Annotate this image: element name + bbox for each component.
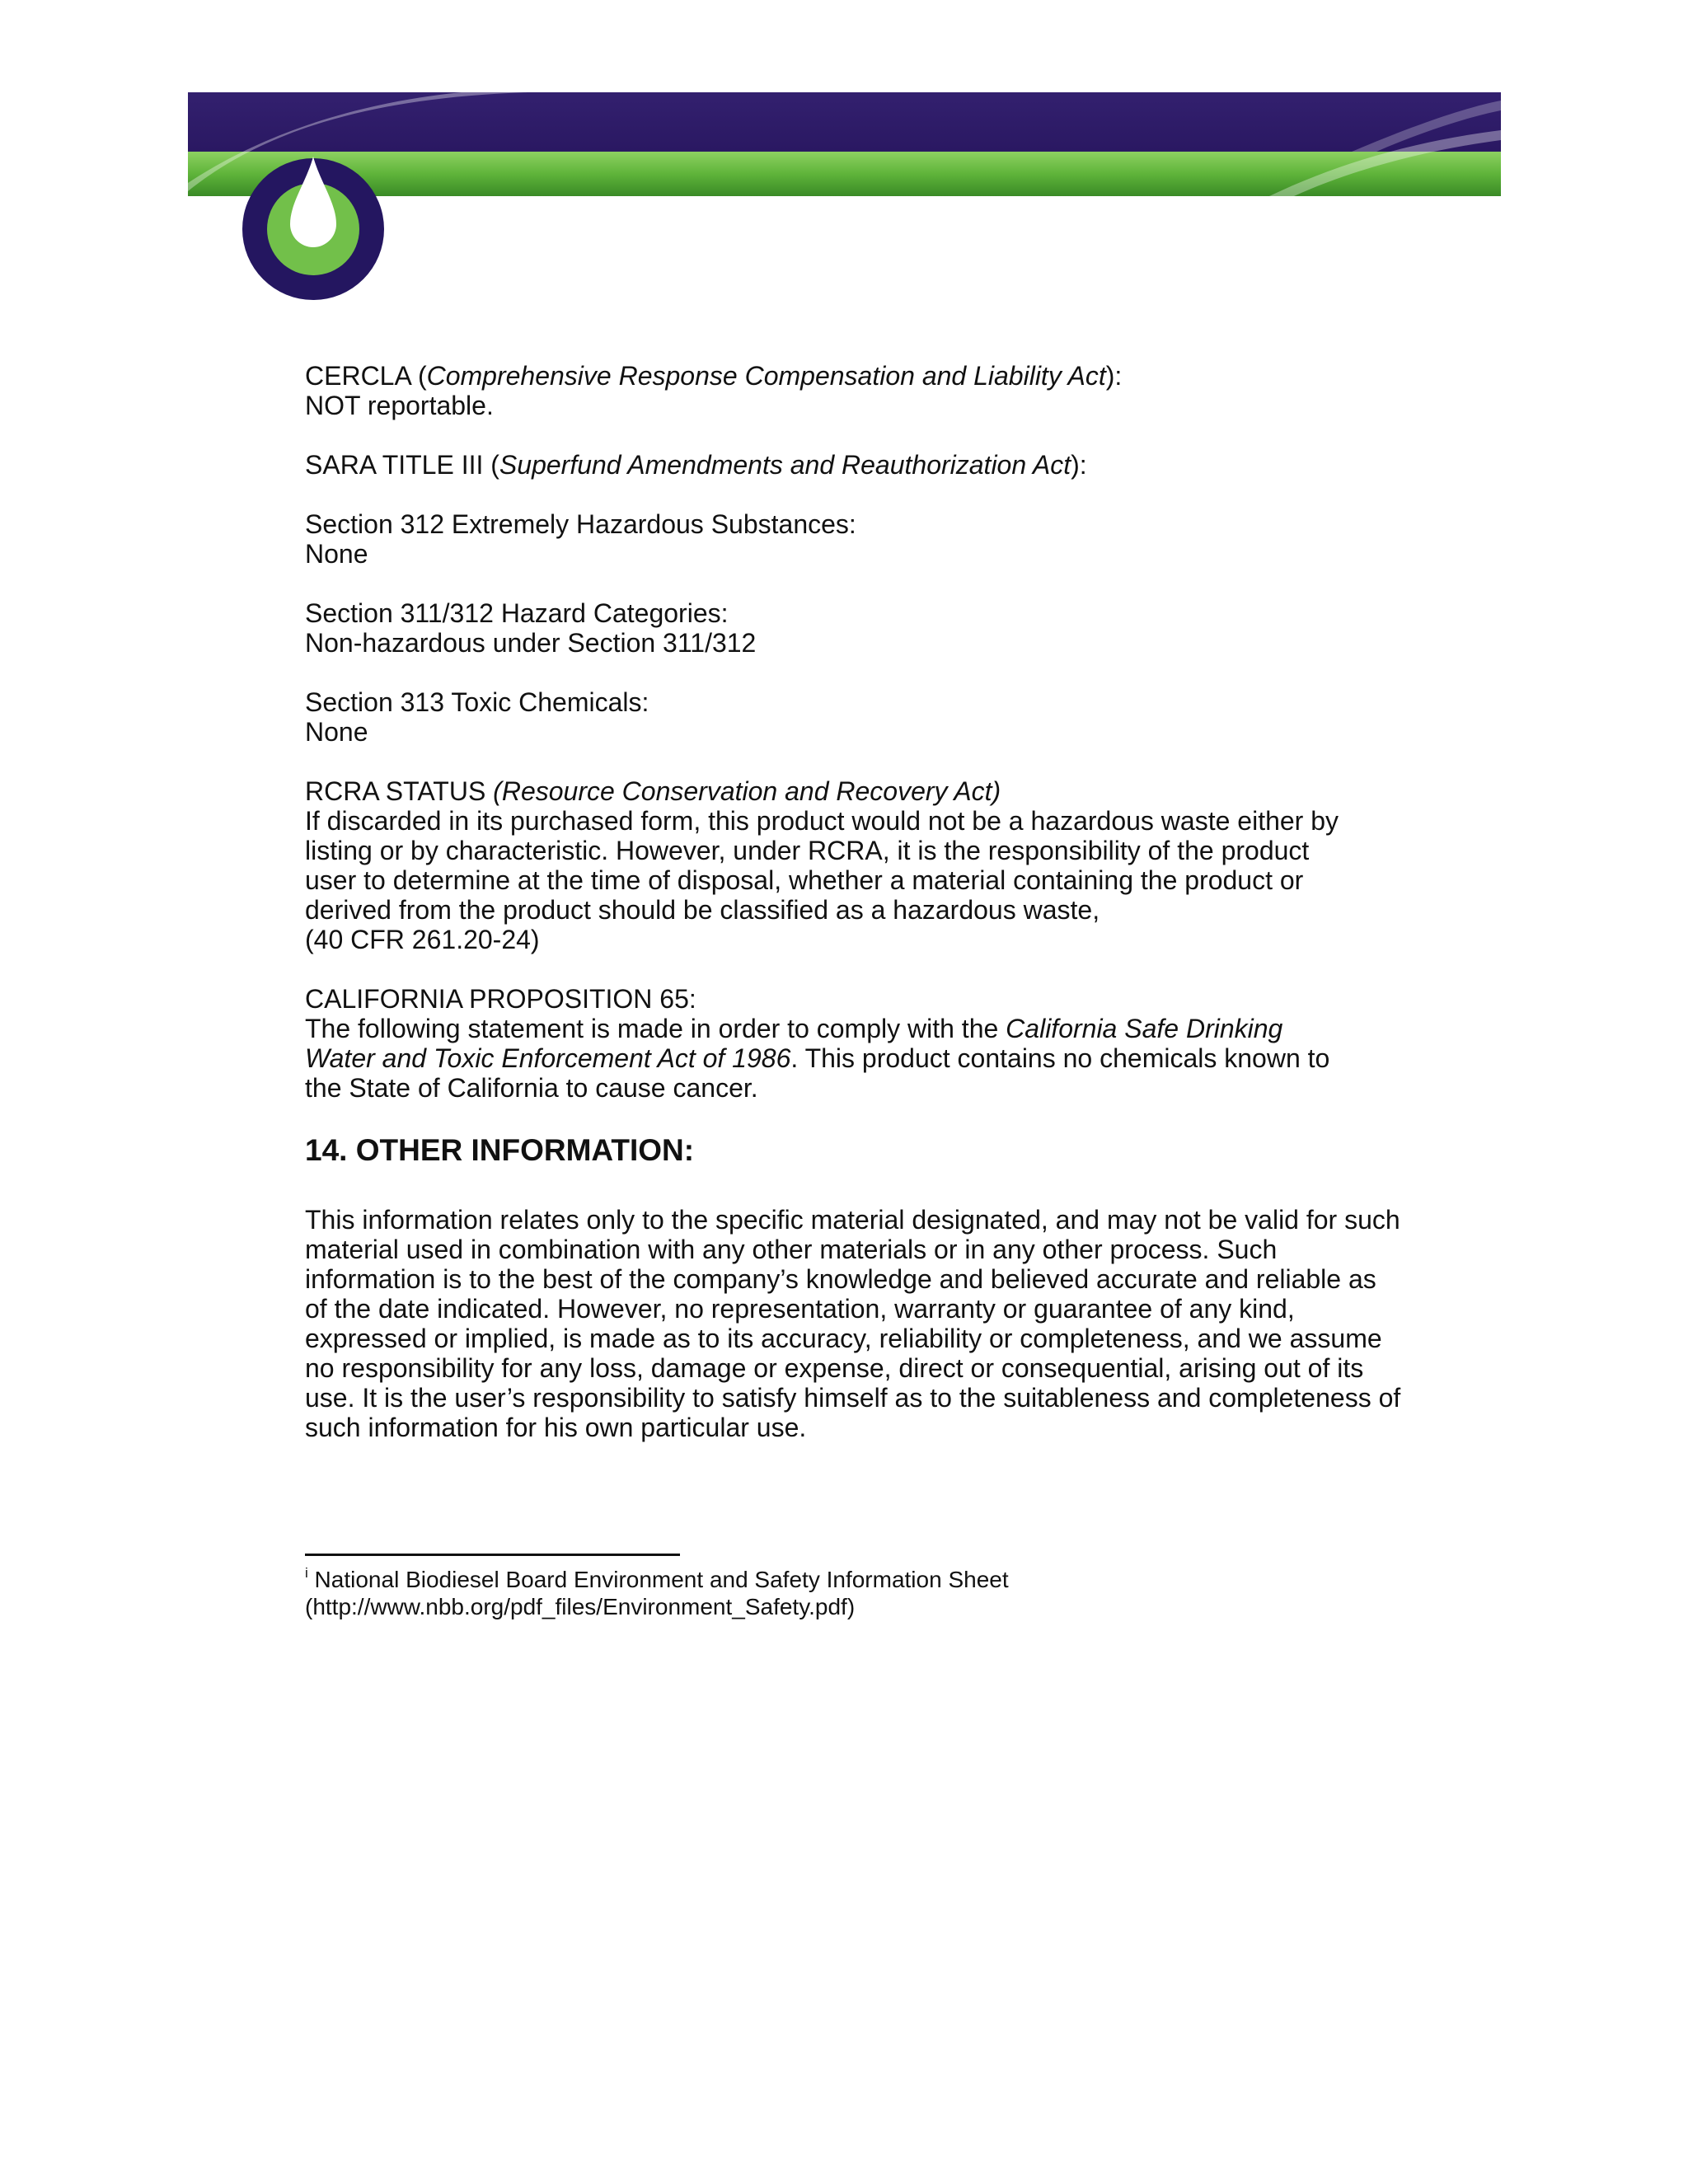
- other-line: of the date indicated. However, no representation, warranty or guarantee of any kind,: [305, 1294, 1295, 1324]
- footnote-url: (http://www.nbb.org/pdf_files/Environment_Safety.pdf): [305, 1594, 856, 1619]
- other-line: such information for his own particular use.: [305, 1413, 807, 1442]
- other-line: This information relates only to the specific material designated, and may not be valid for such: [305, 1205, 1400, 1235]
- prop65-block: [305, 984, 1401, 1103]
- prop65-heading: CALIFORNIA PROPOSITION 65:: [305, 984, 696, 1014]
- footnote-marker: i: [305, 1565, 308, 1581]
- other-line: use. It is the user’s responsibility to satisfy himself as to the suitableness and completeness of: [305, 1383, 1401, 1413]
- sara-act-name: Superfund Amendments and Reauthorization Act: [499, 450, 1071, 480]
- cercla-heading: CERCLA (Comprehensive Response Compensation and Liability Act):: [305, 361, 1123, 391]
- other-information-paragraph: [305, 1205, 1401, 1442]
- sara-block: [305, 450, 1401, 480]
- cercla-act-name: Comprehensive Response Compensation and Liability Act: [426, 361, 1106, 391]
- cercla-block: [305, 361, 1401, 420]
- section-312-value: None: [305, 539, 368, 569]
- other-line: no responsibility for any loss, damage or expense, direct or consequential, arising out of its: [305, 1353, 1364, 1383]
- rcra-heading: RCRA STATUS (Resource Conservation and Recovery Act): [305, 776, 1001, 806]
- rcra-line: If discarded in its purchased form, this product would not be a hazardous waste either by: [305, 806, 1339, 836]
- prop65-line: the State of California to cause cancer.: [305, 1073, 758, 1103]
- footnote-line: $^i$ National Biodiesel Board Environment and Safety Information Sheet: [305, 1565, 1009, 1592]
- cercla-status: NOT reportable.: [305, 391, 494, 420]
- prop65-line: The following statement is made in order to comply with the California Safe Drinking: [305, 1014, 1283, 1043]
- section-311-value: Non-hazardous under Section 311/312: [305, 628, 757, 658]
- other-line: material used in combination with any other materials or in any other process. Such: [305, 1235, 1278, 1264]
- footnote-divider: [305, 1554, 680, 1556]
- other-information-heading: 14. OTHER INFORMATION:: [305, 1133, 695, 1167]
- section-312-heading: Section 312 Extremely Hazardous Substances:: [305, 509, 856, 539]
- rcra-act-name: (Resource Conservation and Recovery Act): [493, 776, 1001, 806]
- section-311-block: [305, 598, 1401, 658]
- section-311-heading: Section 311/312 Hazard Categories:: [305, 598, 729, 628]
- prop65-line: Water and Toxic Enforcement Act of 1986. This product contains no chemicals known to: [305, 1043, 1330, 1073]
- section-313-value: None: [305, 717, 368, 747]
- sara-heading: SARA TITLE III (Superfund Amendments and Reauthorization Act):: [305, 450, 1087, 480]
- section-313-heading: Section 313 Toxic Chemicals:: [305, 687, 649, 717]
- footnote: [305, 1566, 1212, 1620]
- other-line: information is to the best of the company’s knowledge and believed accurate and reliable as: [305, 1264, 1376, 1294]
- section-312-block: [305, 509, 1401, 569]
- rcra-line: listing or by characteristic. However, under RCRA, it is the responsibility of the product: [305, 836, 1310, 865]
- other-line: expressed or implied, is made as to its accuracy, reliability or completeness, and we assume: [305, 1324, 1382, 1353]
- rcra-block: [305, 776, 1401, 954]
- rcra-line: (40 CFR 261.20-24): [305, 925, 540, 954]
- section-313-block: [305, 687, 1401, 747]
- header-banner: [0, 0, 1688, 313]
- document-body: [305, 361, 1401, 1472]
- rcra-line: user to determine at the time of disposal, whether a material containing the product or: [305, 865, 1304, 895]
- rcra-line: derived from the product should be classified as a hazardous waste,: [305, 895, 1100, 925]
